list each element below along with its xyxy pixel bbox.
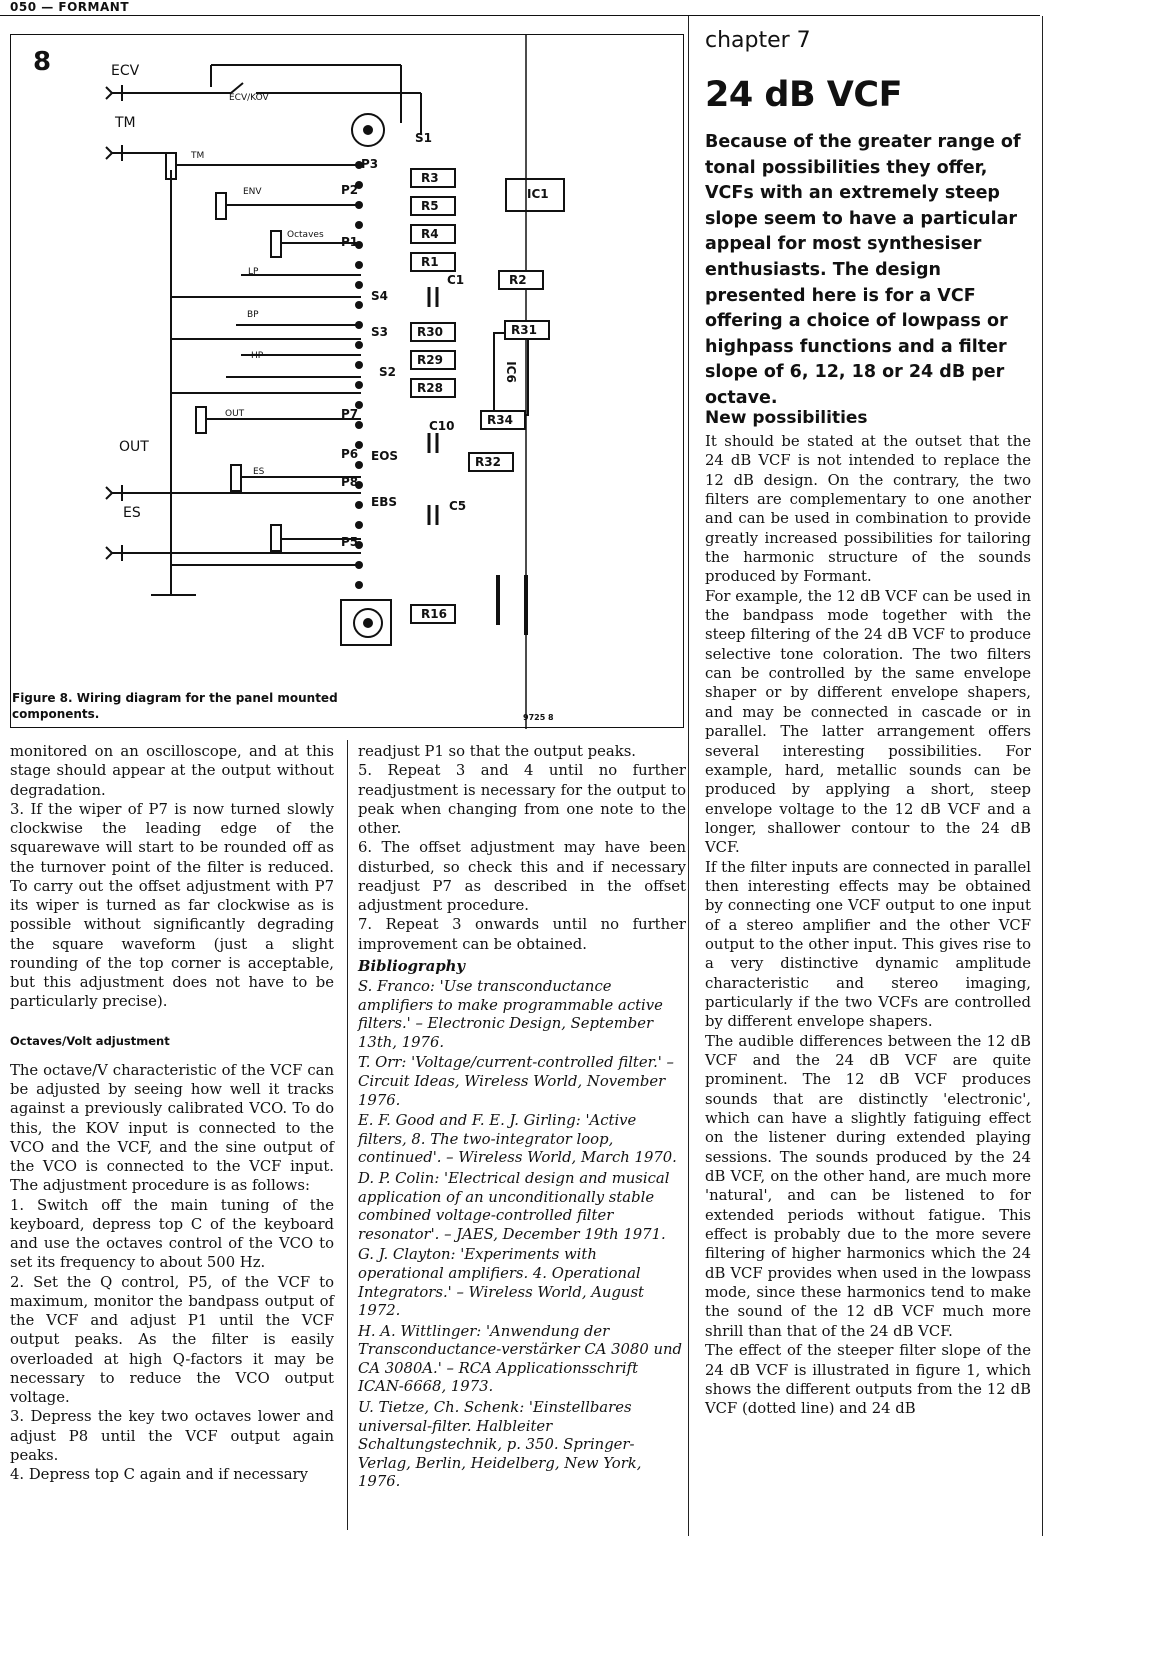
top-rule (0, 15, 1040, 16)
section-heading-octaves-volt: Octaves/Volt adjustment (10, 1033, 170, 1048)
resistor-r34: R34 (487, 413, 513, 427)
figure-number: 8 (33, 47, 52, 77)
figure-code: 9725 8 (523, 713, 554, 722)
pot-label-lp: LP (248, 267, 259, 277)
jack-label-ecv: ECV (111, 63, 140, 79)
reference-item: S. Franco: 'Use transconductance amplifiers to make programmable active filters.' – Electronic Design, September 13th, 1976. (358, 978, 663, 1051)
pot-label-octaves: Octaves (287, 230, 324, 240)
reference-item: T. Orr: 'Voltage/current-controlled filter.' – Circuit Ideas, Wireless World, November 1976. (358, 1054, 674, 1109)
resistor-r32: R32 (475, 455, 501, 469)
pin-label-s3: S3 (371, 325, 388, 339)
paragraph: It should be stated at the outset that the 24 dB VCF is not intended to replace the 12 dB design. On the contrary, the two filters are complementary to one another and can be used in combination to provide greatly increased possibilities for tailoring the harmonic structure of the sounds produced by Formant. (705, 433, 1031, 586)
resistor-r31: R31 (511, 323, 537, 337)
pot-label-hp: HP (251, 351, 264, 361)
resistor-r4: R4 (421, 227, 439, 241)
paragraph: 4. Depress top C again and if necessary (10, 1466, 308, 1483)
pot-label-tm: TM (191, 151, 205, 161)
paragraph: 3. Depress the key two octaves lower and adjust P8 until the VCF output again peaks. (10, 1408, 334, 1464)
pot-label-es: ES (253, 467, 265, 477)
pin-label-ebs: EBS (371, 495, 397, 509)
paragraph: 1. Switch off the main tuning of the keyboard, depress top C of the keyboard and use the octaves control of the VCO to set its frequency to about 500 Hz. (10, 1196, 334, 1272)
reference-item: U. Tietze, Ch. Schenk: 'Einstellbares universal-filter. Halbleiter Schaltungstechnik, p. 350. Springer-Verlag, Berlin, Heidelberg, New York, 1976. (358, 1399, 642, 1491)
right-column-body (705, 432, 1031, 1419)
paragraph: 3. If the wiper of P7 is now turned slowly clockwise the leading edge of the squarewave will start to be rounded off as the turnover point of the filter is reduced. To carry out the offset adjustment with P7 its wiper is turned as far clockwise as is possible without significantly degrading the square waveform (just a slight rounding of the top corner is acceptable, but this adjustment does not have to be particularly precise). (10, 800, 334, 1011)
pin-label-eos: EOS (371, 449, 399, 463)
resistor-r5: R5 (421, 199, 439, 213)
pin-label-p5: P5 (341, 535, 359, 549)
left-column-body (10, 742, 334, 1484)
reference-item: H. A. Wittlinger: 'Anwendung der Transconductance-verstärker CA 3080 und CA 3080A.' – RCA Applicationsschrift ICAN-6668, 1973. (358, 1322, 682, 1396)
resistor-r2: R2 (509, 273, 527, 287)
pin-label-p8: P8 (341, 475, 359, 489)
pin-label-p7: P7 (341, 407, 359, 421)
pin-label-s2: S2 (379, 365, 396, 379)
figure-8 (10, 34, 684, 728)
resistor-r16: R16 (421, 607, 447, 621)
section-heading-new-possibilities: New possibilities (705, 408, 868, 428)
ic-label-ic6: IC6 (503, 361, 518, 383)
intro-paragraph: Because of the greater range of tonal possibilities they offer, VCFs with an extremely steep slope seem to have a particular appeal for most synthesiser enthusiasts. The design presented here is for a VCF offering a choice of lowpass or highpass functions and a filter slope of 6, 12, 18 or 24 dB per octave. (705, 132, 1021, 408)
resistor-r28: R28 (417, 381, 443, 395)
paragraph: If the filter inputs are connected in parallel then interesting effects may be obtained by connecting one VCF output to one input of a stereo amplifier and the other VCF output to the other input. This gives rise to a very distinctive dynamic amplitude characteristic and stereo imaging, particularly if the two VCFs are controlled by different envelope shapers. (705, 858, 1031, 1031)
capacitor-c5: C5 (449, 499, 467, 513)
column-divider (688, 16, 689, 1536)
pin-label-s4: S4 (371, 289, 388, 303)
paragraph: monitored on an oscilloscope, and at this stage should appear at the output without degradation. (10, 743, 334, 799)
pot-label-env: ENV (243, 187, 262, 197)
right-edge-rule (1042, 16, 1043, 1536)
ic-label-ic1: IC1 (527, 187, 549, 201)
wiring-diagram (11, 35, 685, 729)
middle-column-body (358, 742, 686, 1492)
paragraph: 7. Repeat 3 onwards until no further improvement can be obtained. (358, 916, 686, 953)
paragraph: The octave/V characteristic of the VCF can be adjusted by seeing how well it tracks against a previously calibrated VCO. To do this, the KOV input is connected to the VCO and the VCF, and the sine output of the VCO is connected to the VCF input. The adjustment procedure is as follows: (10, 1061, 334, 1195)
article-title: 24 dB VCF (705, 75, 902, 115)
paragraph: 5. Repeat 3 and 4 until no further readjustment is necessary for the output to peak when changing from one note to the other. (358, 762, 686, 837)
resistor-r1: R1 (421, 255, 439, 269)
column-divider-left (347, 740, 348, 1530)
reference-item: E. F. Good and F. E. J. Girling: 'Active filters, 8. The two-integrator loop, continued'. – Wireless World, March 1970. (358, 1112, 677, 1167)
paragraph: readjust P1 so that the output peaks. (358, 743, 636, 760)
bibliography-heading: Bibliography (358, 957, 466, 975)
paragraph: The effect of the steeper filter slope of the 24 dB VCF is illustrated in figure 1, which shows the different outputs from the 12 dB VCF (dotted line) and 24 dB (705, 1342, 1031, 1418)
jack-label-es: ES (123, 505, 141, 521)
jack-label-tm: TM (115, 115, 136, 131)
paragraph: For example, the 12 dB VCF can be used in the bandpass mode together with the steep filtering of the 24 dB VCF to produce selective tone coloration. The two filters can be controlled by the same envelope shaper or by different envelope shapers, and may be connected in cascade or in parallel. The latter arrangement offers several interesting possibilities. For example, hard, metallic sounds can be produced by applying a short, steep envelope voltage to the 12 dB VCF and a longer, shallower contour to the 24 dB VCF. (705, 587, 1031, 857)
resistor-r30: R30 (417, 325, 443, 339)
capacitor-c1: C1 (447, 273, 465, 287)
chapter-label: chapter 7 (705, 28, 811, 53)
pot-label-bp: BP (247, 310, 259, 320)
pin-label-p2: P2 (341, 183, 359, 197)
switch-label: ECV/KOV (229, 93, 269, 103)
jack-label-out: OUT (119, 439, 149, 455)
figure-caption: Figure 8. Wiring diagram for the panel mounted components. (12, 691, 338, 721)
pot-label-out: OUT (225, 409, 245, 419)
pin-label-p3: P3 (361, 157, 379, 171)
pin-label-p1: P1 (341, 235, 359, 249)
capacitor-c10: C10 (429, 419, 455, 433)
pin-label-p6: P6 (341, 447, 359, 461)
page-header-tag: 050 — FORMANT (10, 0, 129, 14)
pin-label-s1: S1 (415, 131, 432, 145)
paragraph: The audible differences between the 12 dB VCF and the 24 dB VCF are quite prominent. The 12 dB VCF produces sounds that are distinctly 'electronic', which can have a slightly fatiguing effect on the listener during extended playing sessions. The sounds produced by the 24 dB VCF, on the other hand, are much more 'natural', and can be listened to for extended periods without fatigue. This effect is probably due to the more severe filtering of higher harmonics which the 24 dB VCF provides when used in the lowpass mode, since these harmonics tend to make the sound of the 12 dB VCF much more shrill than that of the 24 dB VCF. (705, 1032, 1031, 1340)
resistor-r29: R29 (417, 353, 443, 367)
paragraph: 6. The offset adjustment may have been disturbed, so check this and if necessary readjust P7 as described in the offset adjustment procedure. (358, 839, 686, 914)
resistor-r3: R3 (421, 171, 439, 185)
reference-item: D. P. Colin: 'Electrical design and musical application of an unconditionally stable combined voltage-controlled filter resonator'. – JAES, December 19th 1971. (358, 1169, 670, 1243)
reference-item: G. J. Clayton: 'Experiments with operational amplifiers. 4. Operational Integrators.' – Wireless World, August 1972. (358, 1246, 644, 1320)
paragraph: 2. Set the Q control, P5, of the VCF to maximum, monitor the bandpass output of the VCF and adjust P1 until the VCF output peaks. As the filter is easily overloaded at high Q-factors it may be necessary to reduce the VCO output voltage. (10, 1273, 334, 1406)
